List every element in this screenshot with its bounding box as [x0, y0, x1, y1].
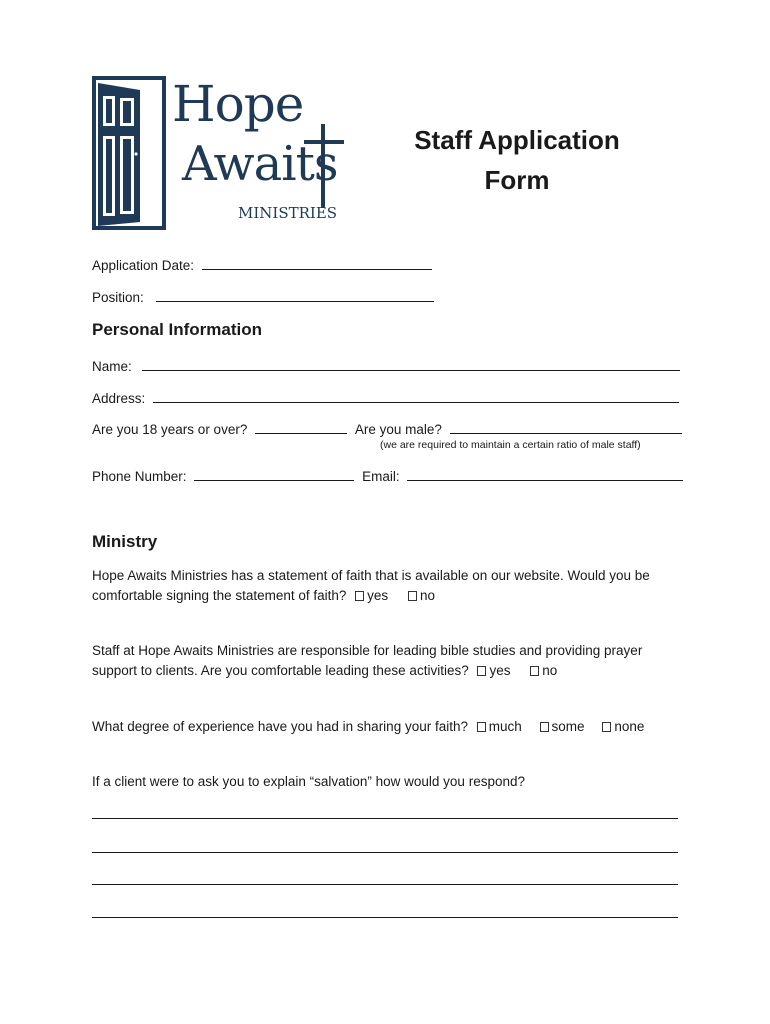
q3-some-option[interactable] — [540, 719, 585, 734]
door-icon — [92, 76, 166, 230]
answer-line-1[interactable] — [92, 806, 678, 819]
question-statement-of-faith — [92, 566, 682, 606]
checkbox-icon[interactable] — [540, 722, 549, 732]
age-label: Are you 18 years or over? — [92, 422, 248, 437]
q2-no-label: no — [542, 663, 558, 678]
age-row — [92, 421, 682, 437]
q3-none-option[interactable] — [602, 719, 644, 734]
address-field[interactable] — [153, 390, 679, 403]
q2-line-2: support to clients. Are you comfortable leading these activities? — [92, 663, 469, 678]
phone-email-row — [92, 468, 683, 484]
q1-line-2: comfortable signing the statement of faith? — [92, 588, 347, 603]
question-salvation: If a client were to ask you to explain “salvation” how would you respond? — [92, 774, 525, 789]
answer-line-2[interactable] — [92, 840, 678, 853]
q3-much-option[interactable] — [477, 719, 522, 734]
email-field[interactable] — [407, 468, 683, 481]
answer-line-3[interactable] — [92, 872, 678, 885]
checkbox-icon[interactable] — [355, 591, 364, 601]
question-leading-activities — [92, 641, 682, 681]
male-field[interactable] — [450, 421, 682, 434]
q1-yes-label: yes — [367, 588, 389, 603]
page-title — [387, 120, 647, 200]
q3-some-label: some — [551, 719, 585, 734]
application-date-row — [92, 257, 432, 273]
answer-line-4[interactable] — [92, 905, 678, 918]
q1-no-option[interactable] — [408, 588, 435, 603]
q2-no-option[interactable] — [530, 663, 557, 678]
q3-text: What degree of experience have you had in sharing your faith? — [92, 719, 468, 734]
logo — [92, 76, 352, 232]
q1-yes-option[interactable] — [355, 588, 388, 603]
q1-line-1: Hope Awaits Ministries has a statement of faith that is available on our website. Would you be — [92, 568, 650, 583]
phone-field[interactable] — [194, 468, 354, 481]
logo-ministries: MINISTRIES — [238, 204, 338, 222]
male-label: Are you male? — [354, 422, 442, 437]
checkbox-icon[interactable] — [477, 722, 486, 732]
email-label: Email: — [362, 469, 400, 484]
q2-line-1: Staff at Hope Awaits Ministries are responsible for leading bible studies and providing prayer — [92, 643, 643, 658]
logo-awaits: Awaits — [182, 136, 338, 192]
question-experience — [92, 717, 682, 737]
checkbox-icon[interactable] — [408, 591, 417, 601]
name-field[interactable] — [142, 358, 680, 371]
logo-hope: Hope — [172, 75, 304, 133]
position-row — [92, 289, 434, 305]
checkbox-icon[interactable] — [530, 666, 539, 676]
application-date-label: Application Date: — [92, 258, 195, 273]
name-row — [92, 358, 680, 374]
age-field[interactable] — [255, 421, 347, 434]
q1-no-label: no — [419, 588, 435, 603]
checkbox-icon[interactable] — [477, 666, 486, 676]
title-line-1: Staff Application — [414, 125, 620, 155]
male-note: (we are required to maintain a certain ratio of male staff) — [380, 439, 641, 451]
q2-yes-option[interactable] — [477, 663, 510, 678]
title-line-2: Form — [484, 165, 550, 195]
checkbox-icon[interactable] — [602, 722, 611, 732]
phone-label: Phone Number: — [92, 469, 187, 484]
name-label: Name: — [92, 359, 132, 374]
address-label: Address: — [92, 391, 146, 406]
address-row — [92, 390, 679, 406]
q3-none-label: none — [614, 719, 645, 734]
ministry-heading: Ministry — [92, 532, 158, 551]
q3-much-label: much — [488, 719, 522, 734]
q2-yes-label: yes — [489, 663, 511, 678]
personal-info-heading: Personal Information — [92, 320, 263, 339]
application-date-field[interactable] — [202, 257, 432, 270]
position-field[interactable] — [156, 289, 434, 302]
position-label: Position: — [92, 290, 144, 305]
